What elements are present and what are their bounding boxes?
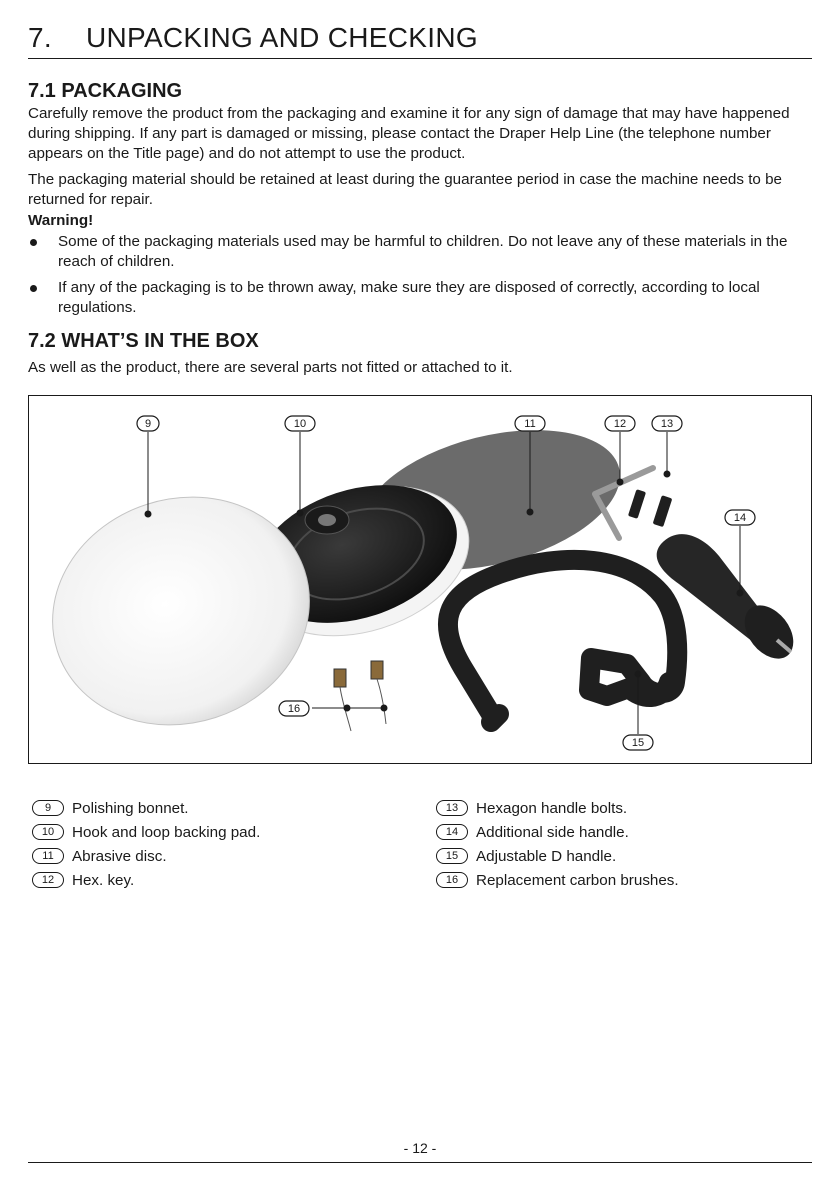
- part-label: Abrasive disc.: [72, 847, 167, 865]
- chapter-number: 7.: [28, 22, 52, 53]
- bullet-icon: [30, 239, 37, 246]
- callout-16: 16: [287, 703, 301, 715]
- warning-list: [28, 232, 818, 324]
- part-label: Additional side handle.: [476, 823, 629, 841]
- list-item: [434, 868, 679, 892]
- leader-dot: [381, 705, 387, 711]
- list-item: [30, 868, 260, 892]
- bullet-icon: [30, 285, 37, 292]
- part-label: Hexagon handle bolts.: [476, 799, 628, 817]
- callout-12: 12: [613, 418, 627, 430]
- part-label: Hex. key.: [72, 871, 135, 889]
- page-title: [28, 22, 812, 59]
- leader-dot: [635, 671, 641, 677]
- page-number: - 12 -: [403, 1140, 437, 1156]
- list-item: [28, 232, 818, 272]
- section-heading-whats-in-box: 7.2 WHAT’S IN THE BOX: [28, 330, 259, 352]
- footer-divider: [28, 1162, 812, 1163]
- part-label: Polishing bonnet.: [72, 799, 189, 817]
- carbon-brush: [334, 669, 346, 687]
- leader-dot: [344, 705, 350, 711]
- callout-14: 14: [733, 512, 747, 524]
- callout-10: 10: [293, 418, 307, 430]
- list-item: [434, 844, 679, 868]
- callout-9: 9: [144, 418, 152, 430]
- part-number-badge: 13: [436, 800, 468, 816]
- packaging-paragraph-1: Carefully remove the product from the packaging and examine it for any sign of damage that may have happened during shipping. If any part is damaged or missing, please contact the Draper Help Line (the telephone number appears on the Title page) and do not attempt to use the product.: [28, 105, 790, 162]
- parts-illustration: [28, 395, 812, 764]
- part-number-badge: 9: [32, 800, 64, 816]
- part-number-badge: 11: [32, 848, 64, 864]
- chapter-title: UNPACKING AND CHECKING: [86, 22, 478, 53]
- callout-13: 13: [660, 418, 674, 430]
- leader-dot: [145, 511, 151, 517]
- brush-lead: [377, 679, 386, 724]
- parts-list-right: [434, 796, 679, 892]
- part-number-badge: 12: [32, 872, 64, 888]
- list-item: [434, 796, 679, 820]
- leader-dot: [297, 510, 303, 516]
- carbon-brush: [371, 661, 383, 679]
- leader-dot: [664, 471, 670, 477]
- leader-dot: [737, 590, 743, 596]
- list-item: [434, 820, 679, 844]
- list-item: [28, 278, 818, 318]
- warning-text: Some of the packaging materials used may be harmful to children. Do not leave any of these materials in the reach of children.: [58, 233, 788, 270]
- pad-spindle-hole: [318, 514, 336, 526]
- hexagon-bolt: [628, 489, 646, 519]
- part-number-badge: 10: [32, 824, 64, 840]
- part-number-badge: 15: [436, 848, 468, 864]
- warning-text: If any of the packaging is to be thrown away, make sure they are disposed of correctly, according to local regulations.: [58, 279, 760, 316]
- parts-list-left: [30, 796, 260, 892]
- list-item: [30, 844, 260, 868]
- part-number-badge: 16: [436, 872, 468, 888]
- packaging-paragraph-2: The packaging material should be retained at least during the guarantee period in case the machine needs to be returned for repair.: [28, 171, 782, 208]
- part-label: Replacement carbon brushes.: [476, 871, 679, 889]
- leader-dot: [617, 479, 623, 485]
- parts-illustration-svg: [29, 396, 813, 765]
- box-intro: As well as the product, there are several parts not fitted or attached to it.: [28, 359, 513, 376]
- list-item: [30, 820, 260, 844]
- hexagon-bolt: [653, 495, 673, 527]
- warning-label: Warning!: [28, 212, 94, 229]
- leader-dot: [527, 509, 533, 515]
- d-handle: [448, 560, 677, 722]
- part-label: Hook and loop backing pad.: [72, 823, 261, 841]
- part-number-badge: 14: [436, 824, 468, 840]
- section-heading-packaging: 7.1 PACKAGING: [28, 80, 183, 102]
- list-item: [30, 796, 260, 820]
- part-label: Adjustable D handle.: [476, 847, 617, 865]
- callout-15: 15: [631, 737, 645, 749]
- callout-11: 11: [524, 418, 536, 430]
